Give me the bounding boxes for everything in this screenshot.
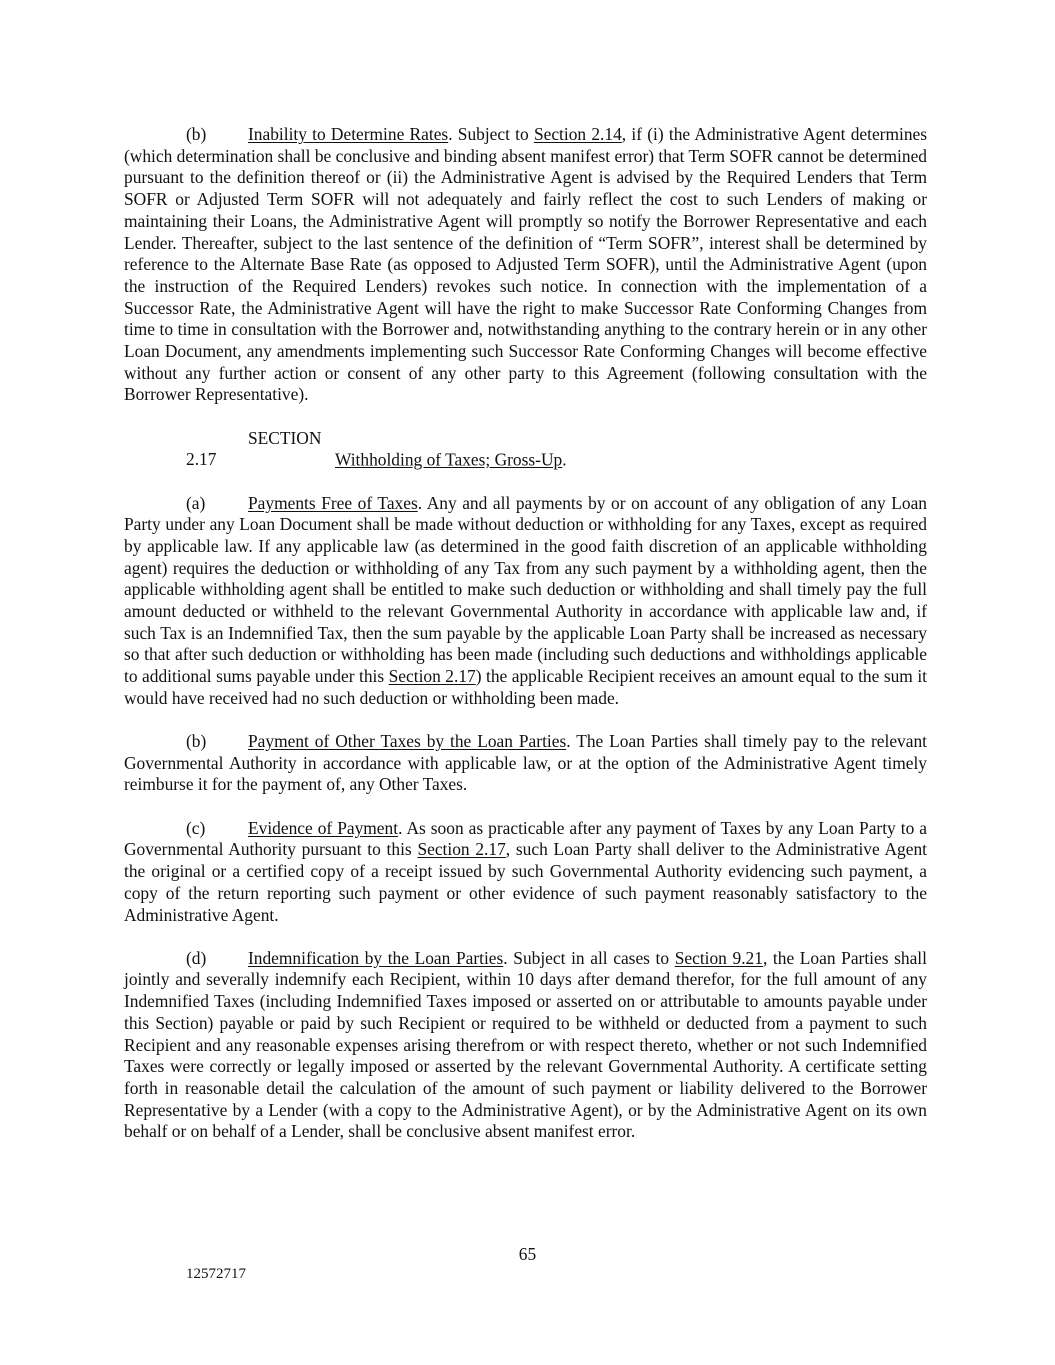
section-title-period: . — [562, 449, 567, 470]
document-id: 12572717 — [186, 1266, 246, 1282]
section-reference: Section 2.17 — [417, 839, 506, 860]
paragraph-text: , such Loan Party shall deliver to the Administrative Agent the original or a certified copy of a receipt issued by such Governmental Authority evidencing such payment, a copy of the return reporting such payment or other evidence of such payment reasonably satisfactory to the Administrative Agent. — [124, 839, 927, 925]
section-number: SECTION 2.17 — [186, 427, 322, 470]
section-reference: Section 2.14 — [533, 124, 622, 144]
paragraph-text: , if (i) the Administrative Agent determines (which determination shall be conclusive and binding absent manifest error) that Term SOFR cannot be determined pursuant to the definition thereof or (ii) the Administrative Agent is advised by the Required Lenders that Term SOFR or Adjusted Term SOFR will not adequately and fairly reflect the cost to such Lenders of making or maintaining their Loans, the Administrative Agent will promptly so notify the Borrower Representative and each Lender. Thereafter, subject to the last sentence of the definition of “Term SOFR”, interest shall be determined by reference to the Alternate Base Rate (as opposed to Adjusted Term SOFR), until the Administrative Agent (upon the instruction of the Required Lenders) revokes such notice. In connection with the implementation of a Successor Rate, the Administrative Agent will have the right to make Successor Rate Conforming Changes from time to time in consultation with the Borrower and, notwithstanding anything to the contrary herein or in any other Loan Document, any amendments implementing such Successor Rate Conforming Changes will become effective without any further action or consent of any other party to this Agreement (following consultation with the Borrower Representative). — [124, 124, 928, 405]
document-page — [124, 124, 927, 1165]
section-heading — [124, 428, 927, 471]
section-reference: Section 9.21 — [674, 947, 763, 968]
paragraph-label: (d) — [186, 947, 207, 968]
paragraph-label: (a) — [186, 492, 206, 513]
paragraph-payment-of-other-taxes — [124, 731, 927, 796]
paragraph-title: Evidence of Payment — [248, 817, 399, 838]
paragraph-text: . Subject in all cases to — [503, 947, 675, 968]
paragraph-text: . Any and all payments by or on account of any obligation of any Loan Party under any Loan Document shall be made without deduction or withholding for any Taxes, except as required by applicable law. If any applicable law (as determined in the good faith discretion of an applicable withholding agent) requires the deduction or withholding of any Tax from any such payment by a withholding agent, then the applicable withholding agent shall be entitled to make such deduction or withholding and shall timely pay the full amount deducted or withheld to the relevant Governmental Authority in accordance with applicable law and, if such Tax is an Indemnified Tax, then the sum payable by the applicable Loan Party shall be increased as necessary so that after such deduction or withholding has been made (including such deductions and withholdings applicable to additional sums payable under this — [124, 492, 927, 687]
paragraph-text: ) the applicable Recipient receives an amount equal to the sum it would have received had no such deduction or withholding been made. — [124, 666, 927, 708]
paragraph-title: Payments Free of Taxes — [248, 492, 418, 513]
paragraph-indemnification — [124, 948, 927, 1143]
paragraph-inability-to-determine-rates — [124, 124, 927, 406]
paragraph-text: . As soon as practicable after any payment of Taxes by any Loan Party to a Governmental Authority pursuant to this — [124, 817, 927, 860]
paragraph-label: (b) — [186, 731, 207, 752]
section-reference: Section 2.17 — [388, 666, 476, 687]
section-title: Withholding of Taxes; Gross-Up — [335, 449, 563, 470]
paragraph-title: Indemnification by the Loan Parties — [248, 947, 504, 968]
paragraph-label: (c) — [186, 817, 206, 838]
paragraph-evidence-of-payment — [124, 818, 927, 927]
paragraph-text: , the Loan Parties shall jointly and severally indemnify each Recipient, within 10 days after demand therefor, for the full amount of any Indemnified Taxes (including Indemnified Taxes imposed or asserted on or attributable to amounts payable under this Section) payable or paid by such Recipient or required to be withheld or deducted from a payment to such Recipient and any reasonable expenses arising therefrom or with respect thereto, whether or not such Indemnified Taxes were correctly or legally imposed or asserted by the relevant Governmental Authority. A certificate setting forth in reasonable detail the calculation of the amount of such payment or liability delivered to the Borrower Representative by a Lender (with a copy to the Administrative Agent), or by the Administrative Agent on its own behalf or on behalf of a Lender, shall be conclusive absent manifest error. — [124, 947, 927, 1142]
paragraph-text: . The Loan Parties shall timely pay to the relevant Governmental Authority in accordance with applicable law, or at the option of the Administrative Agent timely reimburse it for the payment of, any Other Taxes. — [124, 731, 927, 795]
paragraph-text: . Subject to — [448, 124, 534, 144]
paragraph-payments-free-of-taxes — [124, 493, 927, 710]
page-number: 65 — [518, 1244, 537, 1264]
paragraph-title: Inability to Determine Rates — [248, 124, 449, 144]
paragraph-label: (b) — [186, 124, 207, 144]
paragraph-title: Payment of Other Taxes by the Loan Parties — [248, 731, 567, 752]
